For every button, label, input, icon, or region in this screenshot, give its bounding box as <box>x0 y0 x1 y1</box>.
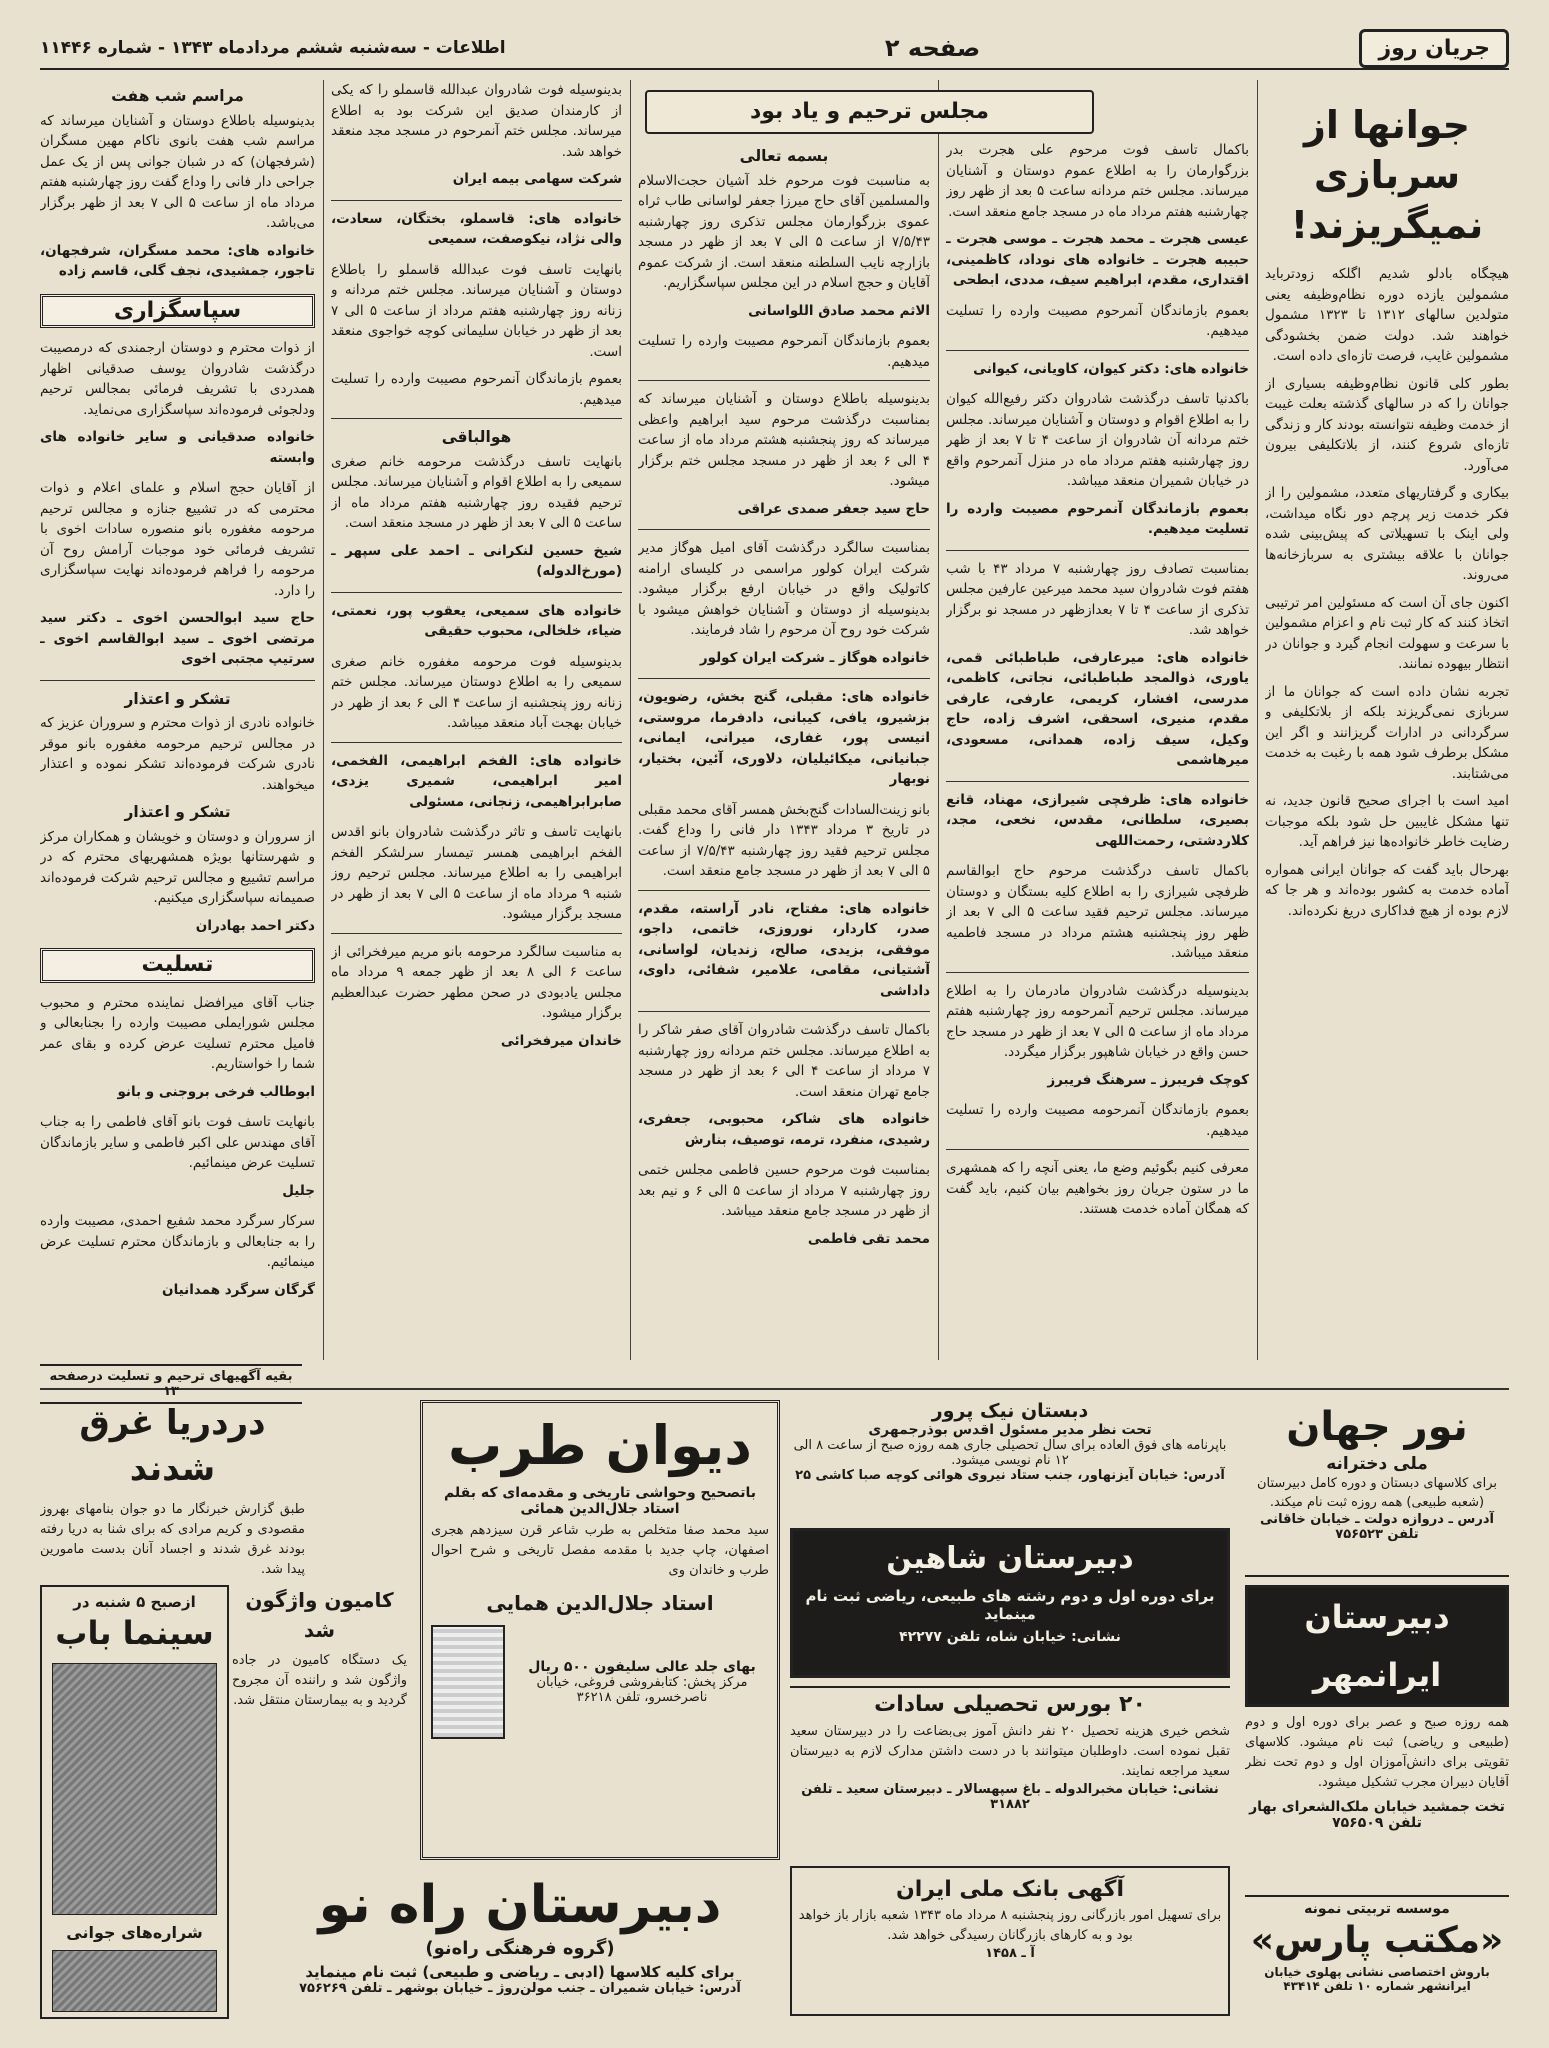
notice-signature: خانواده های: ظرفچی شیرازی، مهناد، قانع بصیری، سلطانی، مقدس، نخعی، مجد، کلاردشتی، رحمت‌اللهی <box>946 791 1249 849</box>
notice-text: به مناسبت فوت مرحوم خلد آشیان حجت‌الاسلام والمسلمین آقای حاج میرزا جعفر لواسانی طاب ثراه عموی بزرگوارمان مجلس تذکری روز چهارشنبه ۷/۵/۴۳ از ساعت ۵ الی ۷ بعد از ظهر در مسجد بازارچه نایب السلطنه منعقد است. از شرکت عموم آقایان و حجج اسلام در این مجلس سپاسگزاریم. <box>638 172 930 291</box>
notice-text: بدینوسیله فوت شادروان عبدالله قاسملو را که یکی از کارمندان صدیق این شرکت بود به اطلاع میرساند. مجلس ختم آنمرحوم در مسجد مجد منعقد خواهد شد. <box>331 82 622 160</box>
notice-signature: خانواده های: میرعارفی، طباطبائی قمی، یاوری، ذوالمجد طباطبائی، نجاتی، کاظمی، مدرسی، افشار، کریمی، عارفی، عارفی مقدم، منیری، اسحقی، اشرف زاده، حاج وکیل، سیف زاده، همدانی، مسعودی، میرهاشمی <box>946 649 1249 768</box>
divan-tarab-ad <box>420 1400 780 1860</box>
cinema-name: سینما باب <box>55 1614 214 1652</box>
notice-signature: خانواده های: مفتاح، نادر آراسته، مقدم، صدر، کاردار، نوروزی، خاتمی، داجو، موفقی، بزیدی، صالح، زندیان، لواسانی، آشتیانی، مقامی، علامیر، شفائی، داوی، داداشی <box>638 900 930 999</box>
notice-signature: جلیل <box>282 1182 315 1199</box>
raheno-school-ad <box>250 1872 790 2022</box>
notice-text: از ذوات محترم و دوستان ارجمندی که درمصیبت درگذشت شادروان یوسف صدقیانی اظهار همدردی با تشریف فرمائی بمجالس ترحیم ودلجوئی فرموده‌اند سپاسگزاری می‌نماید. <box>40 340 315 418</box>
truck-news <box>232 1585 407 1885</box>
notice-text: بعموم بازماندگان آنمرحوم مصیبت وارده را تسلیت میدهیم. <box>638 333 930 370</box>
column-rule <box>1257 80 1258 1360</box>
notice-text: بانهایت تاسف و تاثر درگذشت شادروان بانو اقدس الفخم ابراهیمی همسر تیمسار سرلشکر الفخم ابراهیمی را به اطلاع میرساند. مجلس ترحیم روز شنبه ۹ مرداد ماه از ساعت ۵ الی ۷ بعد از ظهر در مسجد برگزار میشود. <box>331 824 622 922</box>
memorial-banner: مجلس ترحیم و یاد بود <box>645 90 1094 134</box>
column-rule <box>938 80 939 1360</box>
divan-publisher: مرکز پخش: کتابفروشی فروغی، خیابان ناصرخسرو، تلفن ۳۶۲۱۸ <box>536 1675 748 1705</box>
notice-signature: عیسی هجرت ـ محمد هجرت ـ موسی هجرت ـ حبیبه هجرت ـ خانواده های نوداد، کاظمینی، اقتداری، مقدم، ابراهیم سیف، مددی، ابطحی <box>946 231 1249 288</box>
editorial-paragraph: بطور کلی قانون نظام‌وظیفه بسیاری از جوانان را که در سالهای گذشته بعلت غیبت از خدمت وظیفه نتوانسته بودند کار و زندگی تازه‌ای شروع کنند، از بلاتکلیفی بیرون می‌آورد. <box>1265 375 1509 474</box>
notice-text: بانهایت تاسف فوت عبدالله قاسملو را باطلاع دوستان و آشنایان میرساند. مجلس ختم مردانه و زنانه روز چهارشنبه هفتم مرداد از ساعت ۵ الی ۷ بعد از ظهر در خیابان سلیمانی کوچه خواجوی منعقد است. <box>331 261 622 360</box>
editorial-paragraph: بیکاری و گرفتاریهای متعدد، مشمولین را از فکر خدمت زیر پرچم دور نگاه میداشت، ولی اینک با تسهیلاتی که پیش‌بینی شده جوانان با علاقه بیشتری به سربازخانه‌ها می‌روند. <box>1265 485 1509 583</box>
notice-heading: هوالباقی <box>441 428 512 446</box>
book-emblem <box>431 1625 505 1739</box>
notice-signature: خانواده های: الفخم ابراهیمی، الفخمی، امیر ابراهیمی، شمیری یزدی، صابرابراهیمی، زنجانی، مسئولی <box>331 752 622 810</box>
column-title: جریان روز <box>1359 29 1509 68</box>
notice-text: باکدنیا تاسف درگذشت شادروان دکتر رفیع‌الله کیوان را به اطلاع اقوام و دوستان و آشنایان میرساند. مجلس ختم مردانه آن شادروان از ساعت ۴ تا ۷ بعد از ظهر روز چهارشنبه هفتم مرداد ماه در منزل آنمرحوم واقع در خیابان شمیران منعقد میباشد. <box>946 391 1249 489</box>
notices-column-3 <box>638 140 930 1370</box>
noor-title: نور جهان <box>1286 1404 1468 1450</box>
notice-signature: کوچک فریبرز ـ سرهنگ فریبرز <box>1047 1071 1249 1088</box>
notice-text: خانواده نادری از ذوات محترم و سروران عزیز که در مجالس ترحیم مرحومه مغفوره بانو موقر نادری شرکت فرموده‌اند تشکر نموده و اعتذار میخواهند. <box>40 715 315 793</box>
editorial-column <box>1265 80 1509 1370</box>
notice-text: بمناسبت فوت مرحوم حسین فاطمی مجلس ختمی روز چهارشنبه ۷ مرداد از ساعت ۵ الی ۶ و نیم بعد از ظهر در مسجد جامع منعقد میباشد. <box>638 1162 930 1219</box>
notice-text: بدینوسیله باطلاع دوستان و آشنایان میرساند که بمناسبت درگذشت مرحوم سید ابراهیم واعظی میرساند که روز پنجشنبه هشتم مرداد ماه از ساعت ۴ الی ۶ بعد از ظهر در مسجد مجلس ختم برگزار میشود. <box>638 391 930 489</box>
notice-text: بعموم بازماندگان آنمرحومه مصیبت وارده را تسلیت میدهیم. <box>946 1102 1249 1139</box>
noor-text: برای کلاسهای دبستان و دوره کامل دبیرستان (شعبه طبیعی) همه روزه ثبت نام میکند. <box>1257 1476 1497 1510</box>
notice-signature: خانواده های: مقبلی، گنج بخش، رضویون، بزشیرو، یافی، کیبانی، دادفرما، مروستی، انیسی پور، غفاری، میرانی، ایمانی، جبانیانی، میکائیلیان، دلاوری، آئین، بختیار، نوبهار <box>638 689 930 787</box>
notice-heading: بسمه تعالی <box>739 147 829 165</box>
drowned-text: طبق گزارش خبرنگار ما دو جوان بنامهای بهروز مقصودی و کریم مرادی که برای شنا به دریا رفته بودند غرق شدند و اجساد آنان بدست مامورین پیدا شد. <box>40 1502 305 1577</box>
film-title: شراره‌های جوانی <box>66 1923 203 1942</box>
truck-text: یک دستگاه کامیون در جاده واژگون شد و راننده آن مجروح گردید و به بیمارستان منتقل شد. <box>232 1653 407 1708</box>
pars-address: باروش اختصاصی نشانی پهلوی خیابان ایرانشهر شماره ۱۰ تلفن ۴۳۴۱۴ <box>1264 1965 1490 1993</box>
page-label: صفحه ۲ <box>884 34 981 62</box>
notice-signature: خانواده صدقیانی و سایر خانواده های وابسته <box>40 429 315 466</box>
raheno-text: برای کلیه کلاسها (ادبی ـ ریاضی و طبیعی) ثبت نام مینماید <box>305 1963 735 1981</box>
drowned-news <box>40 1400 305 1580</box>
iranmehr-title: دبیرستان ایرانمهر <box>1245 1585 1509 1707</box>
noor-subtitle: ملی دخترانه <box>1326 1454 1428 1474</box>
shahin-address: نشانی: خیابان شاه، تلفن ۴۲۲۷۷ <box>899 1629 1121 1645</box>
notice-signature: الاثم محمد صادق اللواسانی <box>748 302 930 319</box>
editorial-paragraph: تجربه نشان داده است که جوانان ما از سربازی نمی‌گریزند بلکه از بلاتکلیفی و سرگردانی در ادارات گریزانند و اگر این مشکل برطرف شود همه با رغبت به خدمت می‌شتابند. <box>1265 683 1509 782</box>
notice-heading: مراسم شب هفت <box>111 87 244 105</box>
cinema-ad <box>40 1585 229 2019</box>
bank-melli-ad <box>790 1866 1230 2016</box>
raheno-subtitle: (گروه فرهنگی راه‌نو) <box>425 1938 615 1959</box>
notice-text: از آقایان حجج اسلام و علمای اعلام و ذوات محترمی که در تشییع جنازه و مجالس ترحیم مرحومه مغفوره بانو منصوره سادات اخوی با تشریف فرمائی خود موجبات آرامش روح آن مرحومه را فراهم فرموده‌اند نهایت سپاسگزاری را دارد. <box>40 480 315 599</box>
nik-text: باپرنامه های فوق العاده برای سال تحصیلی جاری همه روزه صبح از ساعت ۸ الی ۱۲ نام نویسی میشود. <box>793 1438 1227 1468</box>
notice-signature: دکتر احمد بهادران <box>195 917 315 934</box>
notices-column-2 <box>946 140 1249 1370</box>
editorial-paragraph: اکنون جای آن است که مسئولین امر ترتیبی اتخاذ کنند که کار ثبت نام و اعزام مشمولین با سرعت و سهولت انجام گیرد و جوانان در انتظار بیهوده نمانند. <box>1265 594 1509 672</box>
notice-signature: حاج سید جعفر صمدی عراقی <box>737 500 930 517</box>
cinema-line: ازصبح ۵ شنبه در <box>73 1593 196 1611</box>
notices-column-5 <box>40 80 315 1360</box>
condolence-box-heading: تسلیت <box>40 948 315 983</box>
notice-heading: تشکر و اعتذار <box>124 689 231 708</box>
notice-signature: حاج سید ابوالحسن اخوی ـ دکتر سید مرتضی اخوی ـ سید ابوالقاسم اخوی ـ سرتیپ مجتبی اخوی <box>40 610 315 667</box>
noor-jahan-school-ad <box>1245 1400 1509 1577</box>
maktab-pars-ad <box>1245 1895 1509 2022</box>
notice-text: بانهایت تاسف فوت بانو آقای فاطمی را به جناب آقای مهندس علی اکبر فاطمی و سایر بازماندگان تسلیت عرض مینمائیم. <box>40 1114 315 1171</box>
bank-title: آگهی بانک ملی ایران <box>895 1877 1125 1902</box>
film-poster <box>52 1663 217 1915</box>
scholarship-title: ۲۰ بورس تحصیلی سادات <box>874 1692 1146 1717</box>
notice-signature: ابوطالب فرخی بروجنی و بانو <box>117 1083 315 1100</box>
notice-text: از سروران و دوستان و خویشان و همکاران مرکز و شهرستانها بویژه همشهریهای محترم که در مراسم تشییع و مجالس ترحیم شرکت فرموده‌اند صمیمانه سپاسگزاری میکنیم. <box>40 828 315 906</box>
notice-text: بعموم بازماندگان آنمرحوم مصیبت وارده را تسلیت میدهیم. <box>331 371 622 408</box>
shahin-title: دبیرستان شاهین <box>886 1541 1134 1576</box>
divan-subtitle: باتصحیح وحواشی تاریخی و مقدمه‌ای که بقلم استاد جلال‌الدین همائی <box>443 1485 757 1517</box>
notice-heading: تشکر و اعتذار <box>124 803 231 821</box>
notice-text: بانو زینت‌السادات گنج‌بخش همسر آقای محمد مقبلی در تاریخ ۳ مرداد ۱۳۴۳ دار فانی را وداع گفت. مجلس ترحیم فقید روز چهارشنبه ۷/۵/۴۳ از ساعت ۵ الی ۷ بعد از ظهر در مسجد جامع منعقد است. <box>638 801 930 879</box>
noor-address: آدرس ـ دروازه دولت ـ خیابان خاقانی تلفن ۷۵۶۵۲۳ <box>1260 1512 1494 1542</box>
pars-pre: موسسه تربیتی نمونه <box>1304 1901 1450 1917</box>
notice-signature: محمد تقی فاطمی <box>807 1230 930 1247</box>
iranmehr-text: همه روزه صبح و عصر برای دوره اول و دوم (طبیعی و ریاضی) ثبت نام میشود. کلاسهای تقویتی برای دانش‌آموزان اول و دوم تحت نظر آقایان دبیران مجرب تشکیل میشود. <box>1245 1715 1509 1790</box>
notice-text: بمناسبت سالگرد درگذشت آقای امیل هوگاز مدیر شرکت ایران کولور مراسمی در کلیسای ارامنه کاتولیک واقع در خیابان ارفع برگزار میشود. بدینوسیله از دوستان و آشنایان خواهش میشود با شرکت خود روح آن مرحوم را شاد فرمایند. <box>638 540 930 638</box>
notice-signature: شیخ حسین لنکرانی ـ احمد علی سپهر ـ (مورخ‌الدوله) <box>331 542 622 579</box>
iranmehr-school-ad <box>1245 1585 1509 1885</box>
scholarship-address: نشانی: خیابان مخبرالدوله ـ باغ سپهسالار ـ دبیرستان سعید ـ تلفن ۳۱۸۸۲ <box>801 1782 1219 1812</box>
notice-signature: خانواده های شاکر، محبوبی، جعفری، رشیدی، منفرد، ترمه، توصیف، بنارش <box>638 1111 930 1148</box>
notice-signature: خانواده های: دکتر کیوان، کاویانی، کیوانی <box>973 360 1249 377</box>
notice-text: جناب آقای میرافضل نماینده محترم و محبوب مجلس شورایملی مصیبت وارده را بجنابعالی و فامیل محترم تسلیت عرض کرده و بقای عمر شما را خواستاریم. <box>40 994 315 1072</box>
nik-address: آدرس: خیابان آیزنهاور، جنب ستاد نیروی هوائی کوچه صبا کاشی ۲۵ <box>795 1468 1225 1483</box>
pars-title: «مکتب پارس» <box>1250 1920 1504 1961</box>
notice-text: بعموم بازماندگان آنمرحوم مصیبت وارده را تسلیت میدهیم. <box>946 302 1249 339</box>
column-rule <box>630 80 631 1360</box>
notice-text: به مناسبت سالگرد مرحومه بانو مریم میرفخرائی از ساعت ۶ الی ۸ بعد از ظهر جمعه ۹ مرداد ماه مجلس یادبودی در صحن مطهر حضرت عبدالعظیم برگزار میشود. <box>331 943 622 1021</box>
notice-text: بمناسبت تصادف روز چهارشنبه ۷ مرداد ۴۳ با شب هفتم فوت شادروان سید محمد میرعین عارفین مجلس تذکری از ساعت ۴ تا ۷ بعدازظهر در مسجد نو برگزار خواهد شد. <box>946 560 1249 638</box>
raheno-address: آدرس: خیابان شمیران ـ جنب مولن‌روژ ـ خیابان بوشهر ـ تلفن ۷۵۶۲۶۹ <box>299 1981 741 1996</box>
notices-column-4 <box>331 80 622 1370</box>
shahin-text: برای دوره اول و دوم رشته های طبیعی، ریاضی ثبت نام مینماید <box>805 1587 1215 1623</box>
divan-author: استاد جلال‌الدین همایی <box>486 1591 714 1615</box>
notice-text: باکمال تاسف فوت مرحوم علی هجرت بدر بزرگوارمان را به اطلاع عموم دوستان و آشنایان میرساند. مجلس ختم مردانه ساعت ۵ بعد از ظهر روز چهارشنبه هفتم مرداد ماه در مسجد جامع منعقد است. <box>946 142 1249 220</box>
editorial-paragraph: بهرحال باید گفت که جوانان ایرانی همواره آماده خدمت به کشور بوده‌اند و هر جا که لازم بوده از هیچ فداکاری دریغ نکرده‌اند. <box>1265 861 1509 919</box>
editorial-paragraph: امید است با اجرای صحیح قانون جدید، نه تنها مشکل غایبین حل شود بلکه موجبات رضایت خاطر خانواده‌ها نیز فراهم آید. <box>1265 793 1509 850</box>
iranmehr-address: تخت جمشید خیابان ملک‌الشعرای بهار تلفن ۷۵۶۵۰۹ <box>1249 1799 1505 1831</box>
nik-title: دبستان نیک پرور <box>931 1400 1089 1422</box>
notice-signature: خانواده هوگاز ـ شرکت ایران کولور <box>699 649 930 666</box>
notice-signature: بعموم بازماندگان آنمرحوم مصیبت وارده را تسلیت میدهیم. <box>946 500 1249 537</box>
notice-text: باکمال تاسف درگذشت شادروان آقای صفر شاکر را به اطلاع میرساند. مجلس ختم مردانه روز چهارشنبه ۷ مرداد از ساعت ۴ الی ۶ بعد از ظهر در مسجد جامع تهران منعقد است. <box>638 1022 930 1100</box>
drowned-title: دردریا غرق شدند <box>79 1403 266 1489</box>
notice-text: سرکار سرگرد محمد شفیع احمدی، مصیبت وارده را به جنابعالی و بازماندگان محترم تسلیت عرض مینمائیم. <box>40 1213 315 1270</box>
issue-line: اطلاعات - سه‌شنبه ششم مردادماه ۱۳۴۳ - شماره ۱۱۴۴۶ <box>40 38 506 58</box>
nik-subtitle: تحت نظر مدیر مسئول اقدس بوذرجمهری <box>868 1422 1152 1438</box>
film-still <box>52 1950 217 2012</box>
bank-text: برای تسهیل امور بازرگانی روز پنجشنبه ۸ مرداد ماه ۱۳۴۳ شعبه بازار باز خواهد بود و به کارهای بازرگانان رسیدگی خواهد شد. <box>798 1908 1222 1943</box>
page-header <box>40 28 1509 70</box>
notice-text: بدینوسیله درگذشت شادروان مادرمان را به اطلاع میرساند. مجلس ترحیم آنمرحومه روز چهارشنبه هفتم مرداد ماه از ساعت ۵ الی ۷ بعد از ظهر در مسجد حاج حسن واقع در خیابان شاهپور برگزار میگردد. <box>946 982 1249 1060</box>
divan-title: دیوان طرب <box>448 1414 752 1477</box>
raheno-title: دبیرستان راه نو <box>318 1875 722 1935</box>
column-rule <box>323 80 324 1360</box>
notice-signature: شرکت سهامی بیمه ایران <box>452 171 622 187</box>
shahin-school-ad <box>790 1528 1230 1678</box>
nikparvar-school-ad <box>790 1400 1230 1520</box>
scholarship-ad <box>790 1686 1230 1858</box>
divan-body: سید محمد صفا متخلص به طرب شاعر قرن سیزدهم هجری اصفهان، چاپ جدید با مقدمه مفصل تاریخی و شرح احوال طرب و خاندان وی <box>431 1523 769 1578</box>
bank-code: آ ـ ۱۴۵۸ <box>985 1946 1035 1961</box>
notice-signature: خانواده های سمیعی، یعقوب پور، نعمتی، ضیاء، خلخالی، محبوب حقیقی <box>331 602 622 639</box>
divan-price: بهای جلد عالی سلیفون ۵۰۰ ریال <box>528 1659 756 1675</box>
notice-text: بدینوسیله فوت مرحومه مغفوره خانم صغری سمیعی را به اطلاع دوستان میرساند. مجلس ختم زنانه روز پنجشنبه از ساعت ۴ الی ۶ بعد از ظهر در خیابان بهجت آباد منعقد میباشد. <box>331 653 622 731</box>
notice-signature: خاندان میرفخرائی <box>500 1032 622 1049</box>
notice-signature: گرگان سرگرد همدانیان <box>162 1281 315 1298</box>
truck-title: کامیون واژگون شد <box>245 1588 394 1642</box>
notice-text: معرفی کنیم بگوئیم وضع ما، یعنی آنچه را که همشهری ما در ستون جریان روز بخواهیم بیان کنیم، باید گفت که همگان آماده خدمت هستند. <box>946 1160 1249 1217</box>
notice-signature: خانواده های: محمد مسگران، شرفجهان، تاجور، جمشیدی، نجف گلی، قاسم زاده <box>40 242 315 279</box>
notice-text: باکمال تاسف درگذشت مرحوم حاج ابوالقاسم ظرفچی شیرازی را به اطلاع کلیه بستگان و دوستان میرساند. مجلس ترحیم فقید ساعت ۵ الی ۷ بعد از ظهر روز پنجشنبه هشتم مرداد در مسجد فاطمیه منعقد میباشد. <box>946 863 1249 961</box>
notice-text: بدینوسیله باطلاع دوستان و آشنایان میرساند که مراسم شب هفت بانوی ناکام مهین مسگران (شرفجهان) که در شبان جوانی پس از یک عمل جراحی دار فانی را وداع گفت روز چهارشنبه هفتم مرداد ماه از ساعت ۵ الی ۷ بعد از ظهر برگزار می‌باشد. <box>40 112 315 231</box>
editorial-headline: جوانها از سربازی نمیگریزند! <box>1290 103 1484 247</box>
notice-signature: خانواده های: قاسملو، بختگان، سعادت، والی نژاد، نیکوصفت، سمیعی <box>331 210 622 247</box>
continued-note: بقیه آگهیهای ترحیم و تسلیت درصفحه ۱۳ <box>40 1364 302 1404</box>
thanks-box-heading: سپاسگزاری <box>40 294 315 329</box>
scholarship-text: شخص خیری هزینه تحصیل ۲۰ نفر دانش آموز بی‌بضاعت را در دبیرستان سعید تقبل نموده است. داوطلبان میتوانند با در دست داشتن مدارک لازم به دبیرستان سعید مراجعه نمایند. <box>790 1724 1230 1779</box>
notice-text: بانهایت تاسف درگذشت مرحومه خانم صغری سمیعی را به اطلاع اقوام و آشنایان میرساند. مجلس ترحیم فقیده روز چهارشنبه هفتم مرداد ماه از ساعت ۵ الی ۷ بعد از ظهر در مسجد منعقد است. <box>331 453 622 531</box>
editorial-paragraph: هیچگاه بادلو شدیم اگلکه زودترباید مشمولین یازده دوره نظام‌وظیفه یعنی متولدین سالهای ۱۳۱۲ تا ۱۳۲۳ مشمول خواهند شد. دولت ضمن بخشودگی مشمولین غایب، فرصت تازه‌ای داده است. <box>1265 266 1509 364</box>
